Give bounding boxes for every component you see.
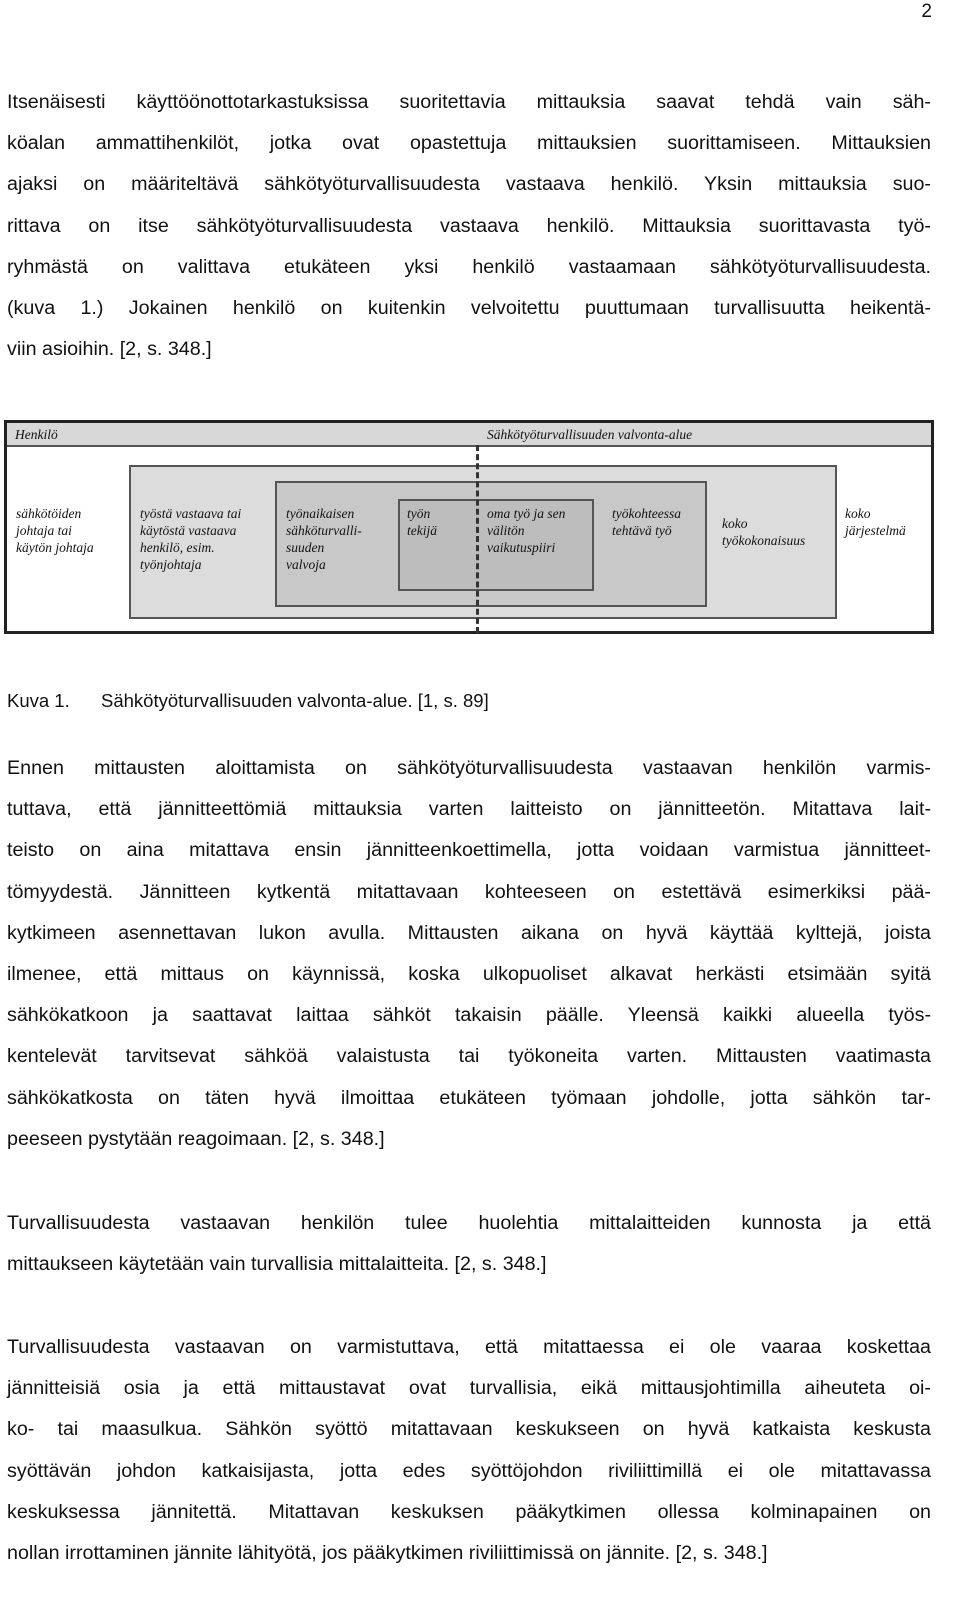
label-own-work: oma työ ja sen välitön vaikutuspiiri bbox=[487, 506, 566, 555]
label-whole-system: koko järjestelmä bbox=[845, 506, 906, 538]
text-line: peeseen pystytään reagoimaan. [2, s. 348.] bbox=[7, 1127, 385, 1150]
dashed-divider bbox=[476, 445, 479, 633]
text-line: köalan ammattihenkilöt, jotka ovat opastettuja mittauksien suorittamiseen. Mittauksien bbox=[7, 132, 931, 155]
label-electrical-work-manager: sähkötöiden johtaja tai käytön johtaja bbox=[16, 506, 94, 555]
text-line: kytkimeen asennettavan lukon avulla. Mittausten aikana on hyvä käyttää kylttejä, joista bbox=[7, 921, 931, 944]
text-line: sähkökatkosta on täten hyvä ilmoittaa etukäteen työmaan johdolle, jotta sähkön tar- bbox=[7, 1086, 931, 1109]
text-line: ryhmästä on valittava etukäteen yksi henkilö vastaamaan sähkötyöturvallisuudesta. bbox=[7, 255, 931, 278]
caption-text: Sähkötyöturvallisuuden valvonta-alue. [1, s. 89] bbox=[101, 690, 489, 711]
figure-header bbox=[7, 423, 931, 447]
figure-supervision-area bbox=[4, 420, 934, 634]
text-line: ilmenee, että mittaus on käynnissä, koska ulkopuoliset alkavat herkästi etsimään syitä bbox=[7, 962, 931, 985]
caption-number: Kuva 1. bbox=[7, 690, 70, 711]
text-line: tömyydestä. Jännitteen kytkentä mitattavaan kohteeseen on estettävä esimerkiksi pää- bbox=[7, 880, 931, 903]
text-line: jännitteisiä osia ja että mittaustavat ovat turvallisia, eikä mittausjohtimilla aiheuteta oi- bbox=[7, 1377, 931, 1400]
text-line: (kuva 1.) Jokainen henkilö on kuitenkin velvoitettu puuttumaan turvallisuutta heikentä- bbox=[7, 296, 931, 319]
paragraph-2 bbox=[7, 748, 931, 1160]
label-safety-supervisor: työnaikaisen sähköturvalli- suuden valvoja bbox=[286, 506, 362, 572]
page-number: 2 bbox=[921, 1, 932, 22]
text-line: kentelevät tarvitsevat sähköä valaistusta tai työkoneita varten. Mittausten vaatimasta bbox=[7, 1045, 931, 1068]
label-work-responsible: työstä vastaava tai käytöstä vastaava henkilö, esim. työnjohtaja bbox=[140, 506, 242, 572]
text-line: keskuksessa jännitettä. Mitattavan keskuksen pääkytkimen ollessa kolminapainen on bbox=[7, 1500, 931, 1523]
paragraph-1 bbox=[7, 82, 931, 370]
text-line: nollan irrottaminen jännite lähityötä, jos pääkytkimen riviliittimissä on jännite. [2, s. 348.] bbox=[7, 1541, 768, 1564]
text-line: ajaksi on määriteltävä sähkötyöturvallisuudesta vastaava henkilö. Yksin mittauksia suo- bbox=[7, 173, 931, 196]
label-whole-work: koko työkokonaisuus bbox=[722, 516, 806, 548]
text-line: syöttävän johdon katkaisijasta, jotta edes syöttöjohdon riviliittimillä ei ole mitattavassa bbox=[7, 1459, 931, 1482]
figure-caption bbox=[7, 689, 489, 713]
header-label-supervision-area: Sähkötyöturvallisuuden valvonta-alue bbox=[487, 427, 693, 442]
text-line: Ennen mittausten aloittamista on sähkötyöturvallisuudesta vastaavan henkilön varmis- bbox=[7, 757, 931, 779]
text-line: viin asioihin. [2, s. 348.] bbox=[7, 338, 212, 361]
paragraph-3 bbox=[7, 1203, 931, 1285]
label-work-at-site: työkohteessa tehtävä työ bbox=[612, 506, 681, 538]
label-worker: työn tekijä bbox=[407, 506, 437, 538]
text-line: Itsenäisesti käyttöönottotarkastuksissa suoritettavia mittauksia saavat tehdä vain säh- bbox=[7, 91, 931, 113]
text-line: mittaukseen käytetään vain turvallisia mittalaitteita. [2, s. 348.] bbox=[7, 1253, 547, 1276]
text-line: teisto on aina mitattava ensin jännitteenkoettimella, jotta voidaan varmistua jännitteet- bbox=[7, 839, 931, 862]
text-line: Turvallisuudesta vastaavan henkilön tulee huolehtia mittalaitteiden kunnosta ja että bbox=[7, 1212, 931, 1234]
text-line: rittava on itse sähkötyöturvallisuudesta vastaava henkilö. Mittauksia suorittavasta työ- bbox=[7, 214, 931, 237]
text-line: ko- tai maasulkua. Sähkön syöttö mitattavaan keskukseen on hyvä katkaista keskusta bbox=[7, 1418, 931, 1441]
paragraph-4 bbox=[7, 1327, 931, 1574]
text-line: sähkökatkoon ja saattavat laittaa sähköt takaisin päälle. Yleensä kaikki alueella työs- bbox=[7, 1004, 931, 1027]
header-label-person: Henkilö bbox=[15, 427, 58, 442]
text-line: tuttava, että jännitteettömiä mittauksia varten laitteisto on jännitteetön. Mitattava lait- bbox=[7, 798, 931, 821]
text-line: Turvallisuudesta vastaavan on varmistuttava, että mitattaessa ei ole vaaraa koskettaa bbox=[7, 1336, 931, 1358]
